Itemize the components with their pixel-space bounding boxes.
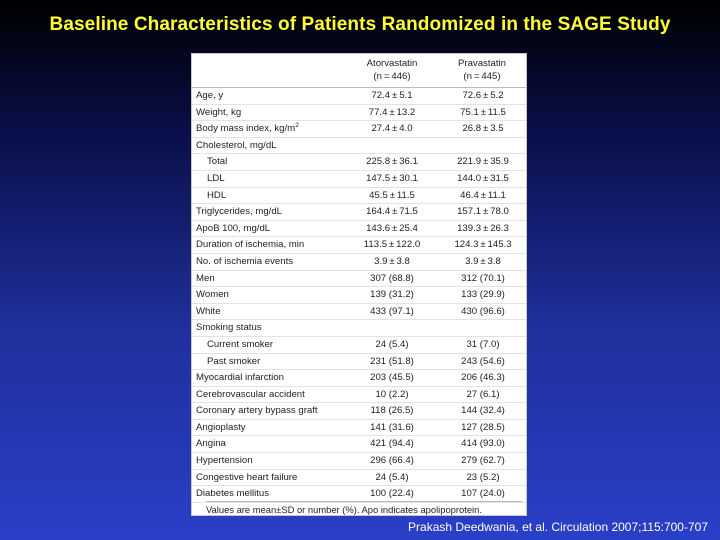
- row-label-text: Smoking status: [196, 322, 262, 334]
- table-row: [192, 105, 526, 122]
- table-row: [192, 188, 526, 205]
- table-row: [192, 171, 526, 188]
- row-label: [196, 105, 241, 122]
- pravastatin-value: 430 (96.6): [461, 305, 505, 317]
- atorvastatin-value: 225.8 ± 36.1: [366, 156, 418, 168]
- row-label-text: Age, y: [196, 90, 224, 101]
- row-label: [196, 436, 226, 453]
- row-label-text: Duration of ischemia, min: [196, 239, 305, 251]
- row-label: [196, 403, 318, 420]
- pravastatin-value: 23 (5.2): [466, 471, 500, 483]
- row-label-text: Triglycerides, mg/dL: [196, 206, 283, 218]
- row-label-text: Angioplasty: [196, 421, 246, 433]
- table-row: [192, 337, 526, 354]
- table-row: [192, 221, 526, 238]
- table-row: [192, 271, 526, 288]
- atorvastatin-value: 118 (26.5): [370, 405, 414, 417]
- pravastatin-value: 206 (46.3): [461, 372, 505, 384]
- atorvastatin-value: 307 (68.8): [370, 272, 414, 284]
- pravastatin-value: 221.9 ± 35.9: [457, 156, 509, 168]
- citation: Prakash Deedwania, et al. Circulation 2007;115:700-707: [408, 520, 708, 534]
- pravastatin-value: 144.0 ± 31.5: [457, 172, 509, 184]
- table-row: [192, 320, 526, 337]
- table-row: [192, 436, 526, 453]
- atorvastatin-value: 27.4 ± 4.0: [371, 123, 413, 135]
- pravastatin-value: 279 (62.7): [461, 455, 505, 467]
- pravastatin-value: 127 (28.5): [461, 421, 505, 433]
- table-row: [192, 138, 526, 155]
- row-label-text: Angina: [196, 438, 226, 450]
- column-header-atorvastatin: [352, 57, 432, 85]
- pravastatin-value: 144 (32.4): [461, 405, 505, 417]
- table-row: [192, 453, 526, 470]
- pravastatin-value: 312 (70.1): [461, 272, 505, 284]
- row-label-text: Hypertension: [196, 455, 253, 467]
- atorvastatin-value: 100 (22.4): [370, 488, 414, 500]
- column-header-pravastatin: [442, 57, 522, 85]
- table-footnote: Values are mean±SD or number (%). Apo indicates apolipoprotein.: [206, 501, 522, 516]
- pravastatin-value: 107 (24.0): [461, 488, 505, 500]
- pravastatin-value: 3.9 ± 3.8: [465, 255, 501, 267]
- column-name: Atorvastatin: [366, 58, 418, 69]
- table-row: [192, 354, 526, 371]
- table-row: [192, 254, 526, 271]
- table-body: [192, 88, 526, 503]
- row-label-text: Cholesterol, mg/dL: [196, 139, 277, 151]
- row-label-text: Congestive heart failure: [196, 471, 298, 483]
- table-row: [192, 204, 526, 221]
- table-row: [192, 370, 526, 387]
- atorvastatin-value: 3.9 ± 3.8: [374, 255, 410, 267]
- row-label-text: White: [196, 305, 221, 317]
- atorvastatin-value: 139 (31.2): [370, 289, 414, 301]
- pravastatin-value: 75.1 ± 11.5: [460, 106, 506, 118]
- row-label: [196, 287, 229, 304]
- atorvastatin-value: 296 (66.4): [370, 455, 414, 467]
- row-label: [196, 470, 297, 487]
- atorvastatin-value: 72.4 ± 5.1: [371, 90, 413, 101]
- row-label-text: Women: [196, 289, 229, 301]
- table-row: [192, 154, 526, 171]
- row-label: [196, 88, 223, 105]
- table-row: [192, 387, 526, 404]
- row-label-text: ApoB 100, mg/dL: [196, 222, 271, 234]
- atorvastatin-value: 231 (51.8): [370, 355, 414, 367]
- atorvastatin-value: 141 (31.6): [370, 421, 414, 433]
- row-label-text: Myocardial infarction: [196, 372, 284, 384]
- row-label-text: Coronary artery bypass graft: [196, 405, 318, 417]
- slide-title: Baseline Characteristics of Patients Randomized in the SAGE Study: [49, 14, 671, 35]
- table-row: [192, 403, 526, 420]
- row-label: [196, 254, 293, 271]
- row-label-text: No. of ischemia events: [196, 255, 294, 267]
- row-label-text: HDL: [207, 189, 227, 201]
- pravastatin-value: 133 (29.9): [461, 289, 505, 301]
- column-name: Pravastatin: [458, 58, 506, 69]
- table-row: [192, 304, 526, 321]
- row-label-text: Cerebrovascular accident: [196, 388, 305, 400]
- row-label: [196, 320, 262, 337]
- row-label-text: Current smoker: [207, 338, 274, 350]
- column-n: (n = 446): [373, 71, 411, 82]
- atorvastatin-value: 421 (94.4): [370, 438, 414, 450]
- row-label-text: Past smoker: [207, 355, 261, 367]
- table-row: [192, 88, 526, 105]
- row-label: [207, 337, 273, 354]
- pravastatin-value: 139.3 ± 26.3: [457, 222, 509, 234]
- row-label-text: Diabetes mellitus: [196, 488, 270, 500]
- atorvastatin-value: 164.4 ± 71.5: [366, 206, 418, 218]
- pravastatin-value: 414 (93.0): [461, 438, 505, 450]
- table-row: [192, 121, 526, 138]
- row-label-text: Body mass index, kg/m: [196, 123, 296, 135]
- atorvastatin-value: 24 (5.4): [375, 338, 409, 350]
- pravastatin-value: 26.8 ± 3.5: [462, 123, 504, 135]
- baseline-table: [191, 53, 527, 516]
- row-label: [207, 171, 225, 188]
- pravastatin-value: 243 (54.6): [461, 355, 505, 367]
- pravastatin-value: 157.1 ± 78.0: [457, 206, 509, 218]
- row-label: [196, 304, 221, 321]
- atorvastatin-value: 45.5 ± 11.5: [369, 189, 415, 201]
- row-label: [207, 154, 227, 171]
- atorvastatin-value: 24 (5.4): [375, 471, 409, 483]
- row-label: [196, 271, 215, 288]
- table-row: [192, 420, 526, 437]
- row-label: [196, 221, 270, 238]
- row-label: [196, 370, 284, 387]
- atorvastatin-value: 433 (97.1): [370, 305, 414, 317]
- atorvastatin-value: 77.4 ± 13.2: [368, 106, 416, 118]
- atorvastatin-value: 147.5 ± 30.1: [366, 172, 418, 184]
- table-row: [192, 470, 526, 487]
- row-label: [196, 121, 299, 138]
- atorvastatin-value: 113.5 ± 122.0: [363, 239, 421, 251]
- atorvastatin-value: 143.6 ± 25.4: [366, 222, 418, 234]
- row-label-text: Weight, kg: [196, 106, 242, 118]
- row-label-text: Men: [196, 272, 215, 284]
- row-label-text: Total: [207, 156, 228, 168]
- row-label-text: LDL: [207, 172, 225, 184]
- row-label: [207, 188, 226, 205]
- row-label: [196, 138, 277, 155]
- column-n: (n = 445): [463, 71, 501, 82]
- pravastatin-value: 72.6 ± 5.2: [462, 90, 504, 101]
- table-row: [192, 287, 526, 304]
- row-label: [196, 237, 304, 254]
- pravastatin-value: 27 (6.1): [466, 388, 500, 400]
- atorvastatin-value: 10 (2.2): [375, 388, 409, 400]
- row-label: [196, 453, 253, 470]
- atorvastatin-value: 203 (45.5): [370, 372, 414, 384]
- pravastatin-value: 124.3 ± 145.3: [454, 239, 512, 251]
- row-label: [196, 204, 282, 221]
- row-label: [196, 420, 246, 437]
- row-label: [196, 387, 305, 404]
- pravastatin-value: 46.4 ± 11.1: [460, 189, 506, 201]
- row-label: [207, 354, 260, 371]
- pravastatin-value: 31 (7.0): [466, 338, 500, 350]
- table-row: [192, 237, 526, 254]
- superscript: 2: [295, 122, 299, 129]
